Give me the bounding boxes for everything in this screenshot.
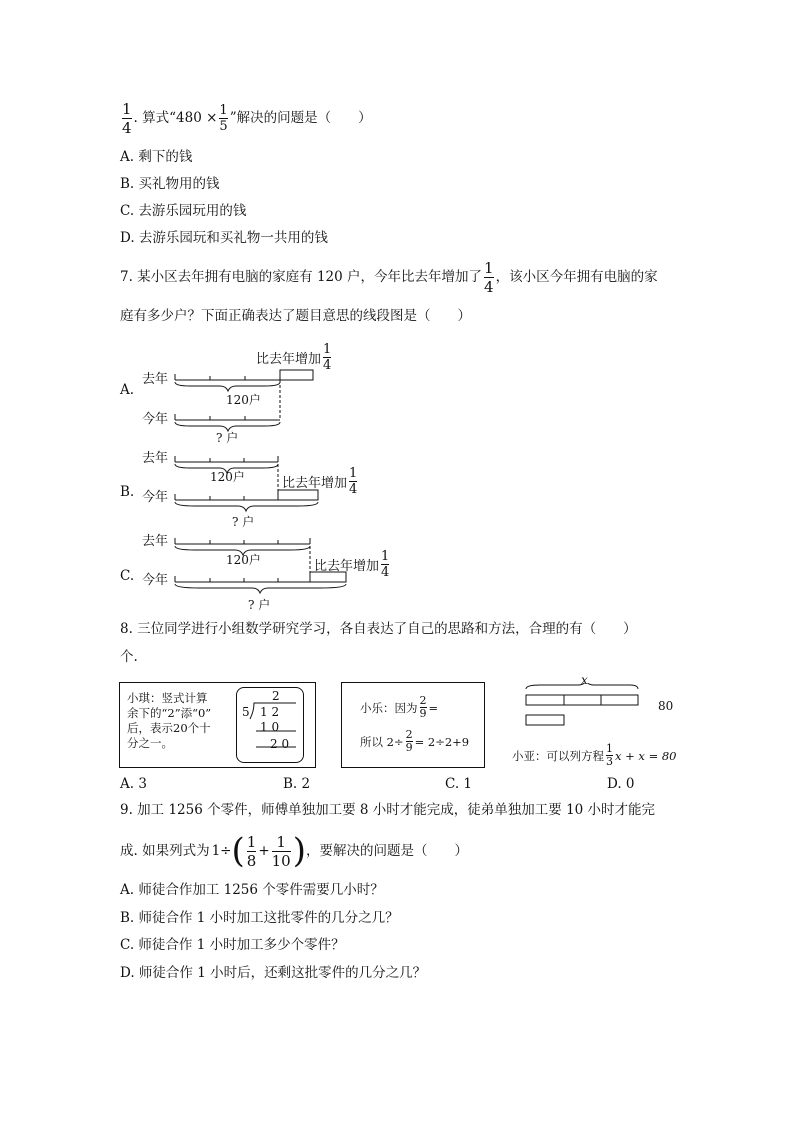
- q9-option-d[interactable]: D. 师徒合作 1 小时后，还剩这批零件的几分之几？: [120, 965, 427, 981]
- xiaoqi-line: 分之一。: [127, 736, 173, 750]
- div-remainder: 2 0: [270, 737, 290, 751]
- q7-c-last-year-label: 去年: [142, 534, 169, 549]
- q8-xiaoya-total: 80: [658, 699, 674, 713]
- increase-text: 比去年增加: [282, 476, 348, 491]
- q7-c-this-year-label: 今年: [142, 573, 169, 588]
- div-quotient: 2: [272, 689, 280, 703]
- q7-option-b-diagram: [170, 450, 350, 530]
- q7-b-last-count: 120户: [210, 470, 245, 484]
- frac-num: 1: [122, 99, 132, 118]
- xiaoqi-line: 小琪：竖式计算: [127, 691, 208, 705]
- increase-fraction: [381, 549, 389, 580]
- q9-option-a[interactable]: A. 师徒合作加工 1256 个零件需要几小时？: [120, 882, 384, 898]
- frac-den: 10: [271, 851, 291, 870]
- xiaole-because: 小乐：因为: [360, 700, 418, 715]
- increase-text: 比去年增加: [256, 352, 322, 367]
- q7-c-last-count: 120户: [226, 553, 261, 567]
- q8-answer-b[interactable]: B. 2: [283, 776, 311, 792]
- q7-b-this-year-label: 今年: [142, 490, 169, 505]
- frac-den: 4: [381, 565, 390, 580]
- xiaole-line1: [360, 695, 438, 720]
- q6-option-b[interactable]: B. 买礼物用的钱: [120, 176, 220, 192]
- q7-b-this-count: ? 户: [232, 515, 255, 529]
- q9-stem-line2: [120, 827, 468, 875]
- frac-num: 1: [246, 832, 257, 851]
- frac-den: 4: [122, 118, 132, 137]
- q8-box-xiaoqi: [119, 682, 316, 768]
- q7-option-a-label[interactable]: A.: [120, 382, 135, 398]
- q9-frac-2: [272, 833, 291, 870]
- q8-xiaoya-x-label: x: [581, 673, 588, 687]
- q6-option-c[interactable]: C. 去游乐园玩用的钱: [120, 203, 247, 219]
- q9-frac-1: [247, 833, 257, 870]
- q7-stem-fraction: [484, 259, 494, 296]
- q7-a-last-count: 120户: [226, 393, 261, 407]
- increase-fraction: [323, 342, 331, 373]
- frac-den: 8: [246, 851, 257, 870]
- q7-a-this-count: ? 户: [216, 431, 239, 445]
- frac-num: 1: [276, 832, 286, 851]
- q9-option-b[interactable]: B. 师徒合作 1 小时加工这批零件的几分之几？: [120, 910, 399, 926]
- q7-stem-a: 7. 某小区去年拥有电脑的家庭有 120 户，今年比去年增加了: [120, 269, 483, 285]
- q8-stem-line1: 8. 三位同学进行小组数学研究学习，各自表达了自己的思路和方法，合理的有（ ）: [120, 621, 637, 637]
- xiaole-result: = 2÷2+9: [414, 734, 470, 749]
- q9-paren-left: (: [231, 831, 245, 871]
- xiaoya-text: 小亚：可以列方程: [512, 748, 604, 763]
- q9-stem-c: ，要解决的问题是（ ）: [305, 843, 468, 859]
- increase-fraction: [349, 466, 357, 497]
- q6-option-a[interactable]: A. 剩下的钱: [120, 149, 193, 165]
- div-subtrahend: 1 0: [260, 720, 280, 734]
- xiaoya-equation: x + x = 80: [615, 748, 677, 763]
- frac-den: 4: [323, 358, 332, 373]
- q6-option-d[interactable]: D. 去游乐园玩和买礼物一共用的钱: [120, 230, 328, 246]
- q8-stem-line2: 个.: [120, 649, 138, 665]
- xiaole-line2: [360, 729, 469, 754]
- xiaoqi-line: 后，表示20个十: [127, 721, 211, 735]
- q9-stem-b: 成. 如果列式为: [120, 843, 210, 859]
- xiaoqi-line: 余下的“2”添“0”: [127, 706, 212, 720]
- q7-option-a-diagram: [170, 364, 320, 434]
- frac-num: 1: [349, 466, 358, 481]
- xiaole-so: 所以 2÷: [360, 734, 404, 749]
- frac-num: 2: [419, 694, 427, 707]
- q7-option-b-label[interactable]: B.: [120, 484, 135, 500]
- q6-stem: [120, 98, 372, 138]
- xiaole-fraction-2: [406, 729, 413, 754]
- q7-stem-b: ，该小区今年拥有电脑的家: [495, 269, 658, 285]
- q9-plus: +: [258, 843, 270, 859]
- frac-num: 1: [606, 742, 613, 755]
- q7-stem-line2: 庭有多少户？下面正确表达了题目意思的线段图是（ ）: [120, 308, 471, 324]
- frac-num: 2: [405, 728, 413, 741]
- q8-answer-a[interactable]: A. 3: [120, 776, 147, 792]
- div-divisor: 5: [242, 705, 250, 719]
- q6-stem-fraction: [219, 103, 227, 134]
- q7-a-last-year-label: 去年: [142, 372, 169, 387]
- q9-expr-one: 1÷: [211, 843, 232, 859]
- q9-stem-line1: 9. 加工 1256 个零件，师傅单独加工要 8 小时才能完成，徒弟单独加工要 10 小时才能完: [120, 802, 656, 818]
- q6-stem-a: . 算式“480 ×: [133, 110, 218, 126]
- xiaole-fraction: [420, 695, 427, 720]
- increase-text: 比去年增加: [314, 559, 380, 574]
- q7-a-this-year-label: 今年: [142, 412, 169, 427]
- frac-num: 1: [323, 342, 332, 357]
- q8-answer-d[interactable]: D. 0: [607, 776, 635, 792]
- xiaoya-fraction: [606, 743, 613, 768]
- q9-option-c[interactable]: C. 师徒合作 1 小时加工多少个零件？: [120, 937, 345, 953]
- q7-b-last-year-label: 去年: [142, 451, 169, 466]
- frac-num: 1: [381, 549, 390, 564]
- xiaoqi-text: [127, 691, 211, 751]
- q6-fraction-tail: [122, 100, 132, 137]
- q8-xiaoya-line: [512, 743, 677, 768]
- frac-den: 4: [349, 482, 358, 497]
- q8-answer-c[interactable]: C. 1: [445, 776, 473, 792]
- q9-paren-right: ): [292, 831, 306, 871]
- q7-option-c-diagram: [170, 534, 370, 614]
- q7-option-c-label[interactable]: C.: [120, 568, 135, 584]
- frac-den: 9: [419, 707, 427, 720]
- q8-xiaoya-diagram: [520, 683, 650, 733]
- frac-den: 3: [606, 755, 613, 768]
- q7-stem-line1: [120, 256, 658, 298]
- q6-stem-b: ”解决的问题是（ ）: [229, 110, 372, 126]
- div-dividend: 1 2: [260, 705, 280, 719]
- xiaole-equals: =: [428, 700, 439, 715]
- q8-box-xiaole: [341, 682, 485, 768]
- frac-den: 5: [219, 118, 228, 134]
- q7-c-this-count: ? 户: [248, 598, 271, 612]
- frac-den: 9: [405, 741, 413, 754]
- frac-num: 1: [484, 258, 494, 277]
- frac-den: 4: [484, 277, 494, 296]
- frac-num: 1: [219, 102, 228, 118]
